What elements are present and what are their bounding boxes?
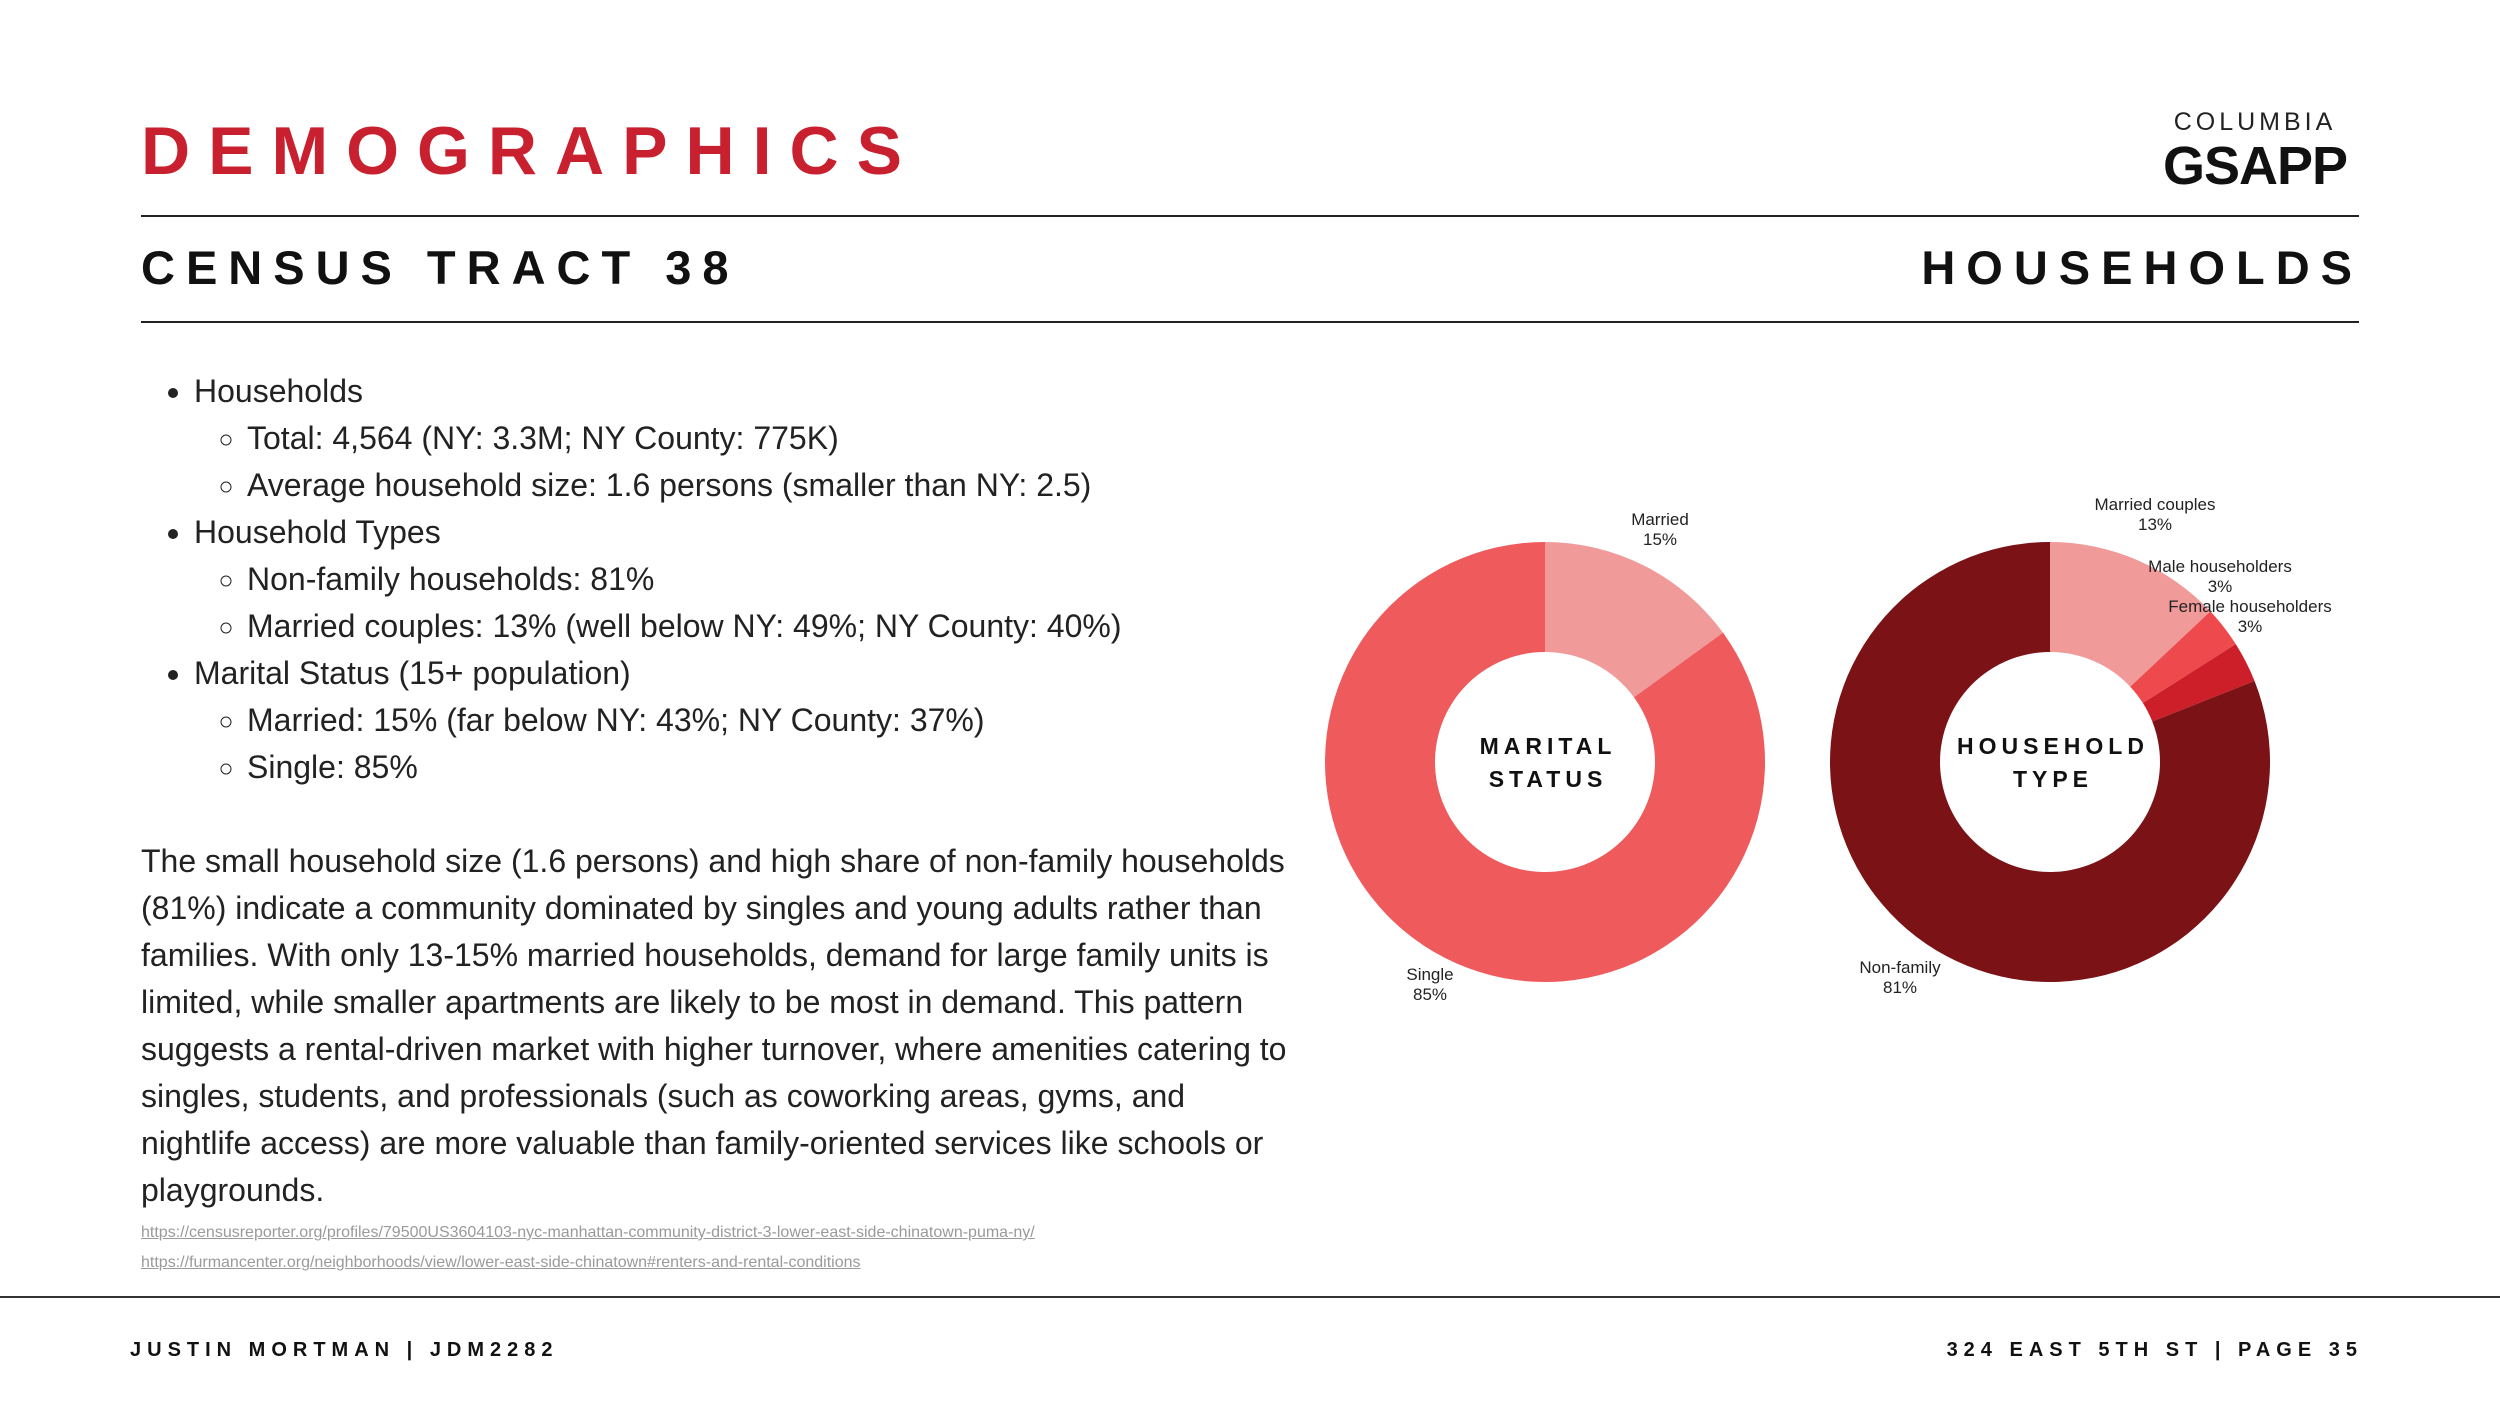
bullet-married: ◦ Married: 15% (far below NY: 43%; NY County: 37%): [247, 697, 1281, 744]
analysis-paragraph: The small household size (1.6 persons) and high share of non-family households (81%) indicate a community dominated by singles and young adults rather than families. With only 13-15% married households, demand for large family units is limited, while smaller apartments are likely to be most in demand. This pattern suggests a rental-driven market with higher turnover, where amenities catering to singles, students, and professionals (such as coworking areas, gyms, and nightlife access) are more valuable than family-oriented services like schools or playgrounds.: [141, 843, 1287, 1208]
household-type-donut-svg: [1790, 490, 2500, 1050]
source-link-censusreporter[interactable]: https://censusreporter.org/profiles/79500US3604103-nyc-manhattan-community-district-3-lower-east-side-chinatown-puma-ny/: [141, 1224, 1035, 1241]
donut-center-label: HOUSEHOLD TYPE: [1957, 733, 2149, 792]
header-divider-bottom: [141, 321, 2359, 323]
bullet-list: [141, 368, 1281, 791]
slice-label-single: Single 85%: [1406, 965, 1454, 1004]
slice-label-male-householders: Male householders 3%: [2148, 557, 2292, 596]
slice-label-female-householders: Female householders 3%: [2168, 597, 2332, 636]
bullet-marital-status-label: Marital Status (15+ population): [194, 655, 631, 691]
footer-divider: [0, 1296, 2500, 1298]
logo-main-text: GSAPP: [2162, 136, 2348, 196]
household-type-donut-chart: [1790, 490, 2500, 1050]
footer-page: 324 EAST 5TH ST | PAGE 35: [1946, 1339, 2363, 1361]
bullet-households-label: Households: [194, 373, 363, 409]
bullet-single: ◦ Single: 85%: [247, 744, 1281, 791]
bullet-household-types: [194, 509, 1281, 650]
header-divider-top: [141, 215, 2359, 217]
source-link-furmancenter[interactable]: https://furmancenter.org/neighborhoods/view/lower-east-side-chinatown#renters-and-rental-conditions: [141, 1254, 861, 1271]
bullet-married-couples: ◦ Married couples: 13% (well below NY: 49%; NY County: 40%): [247, 603, 1281, 650]
slice-label-non-family: Non-family 81%: [1859, 958, 1941, 997]
section-title-left: CENSUS TRACT 38: [141, 241, 740, 294]
page-title: DEMOGRAPHICS: [141, 113, 920, 189]
footer-author: JUSTIN MORTMAN | JDM2282: [130, 1339, 559, 1361]
donut-center-label: MARITAL STATUS: [1479, 733, 1617, 792]
bullet-nonfamily: ◦ Non-family households: 81%: [247, 556, 1281, 603]
logo-top-text: COLUMBIA: [2173, 108, 2337, 136]
columbia-gsapp-logo: [2150, 108, 2360, 196]
bullet-household-types-label: Household Types: [194, 514, 441, 550]
section-title-right: HOUSEHOLDS: [1921, 241, 2363, 294]
slice-label-married-couples: Married couples 13%: [2094, 495, 2216, 534]
slice-label-married: Married 15%: [1631, 510, 1689, 549]
bullet-total: ◦ Total: 4,564 (NY: 3.3M; NY County: 775K): [247, 415, 1281, 462]
bullet-avg-size: ◦ Average household size: 1.6 persons (smaller than NY: 2.5): [247, 462, 1281, 509]
bullet-marital-status: [194, 650, 1281, 791]
bullet-households: [194, 368, 1281, 509]
